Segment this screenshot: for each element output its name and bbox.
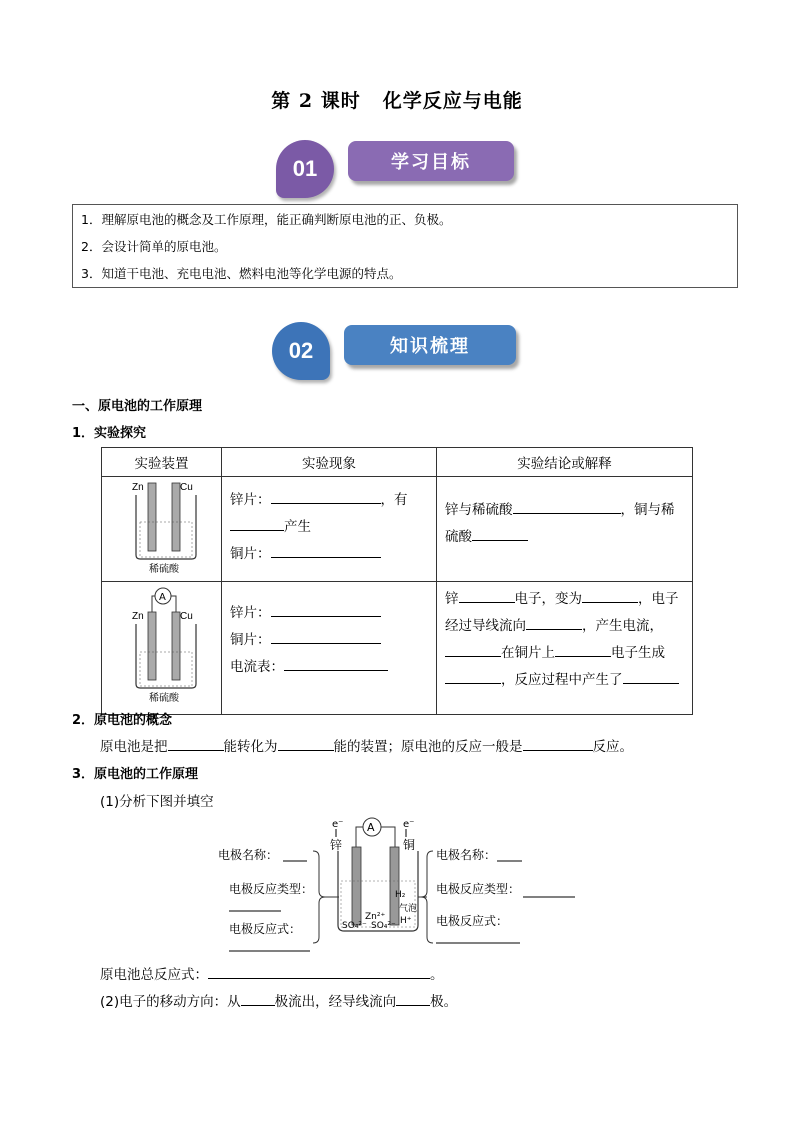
text-fragment: (2)电子的移动方向：从 [100, 994, 241, 1010]
phenomenon-cell-1 [222, 477, 437, 582]
header-apparatus: 实验装置 [102, 448, 222, 477]
answer-blank[interactable] [445, 669, 501, 684]
table-row [102, 582, 693, 715]
answer-blank[interactable] [230, 516, 284, 531]
answer-blank[interactable] [168, 736, 224, 751]
question-2 [100, 990, 457, 1010]
zinc-label: 锌片： [230, 605, 271, 621]
acid-label: 稀硫酸 [149, 564, 179, 575]
right-reaction-type-label: 电极反应类型： [436, 882, 521, 896]
right-electrode-name-label: 电极名称： [436, 848, 497, 862]
page-title [0, 86, 794, 113]
text-fragment: 经过导线流向 [445, 618, 526, 634]
acid-label: 稀硫酸 [149, 693, 179, 704]
answer-blank[interactable] [445, 642, 501, 657]
lesson-number: 第 2 课时 [271, 90, 361, 112]
apparatus-cell-2 [102, 582, 222, 715]
sulfate-ion-label: SO₄²⁻ [342, 921, 367, 931]
section-number: 02 [288, 338, 314, 363]
text-fragment: ，产生电流， [582, 618, 663, 634]
copper-label: 铜片： [230, 632, 271, 648]
cell-svg [215, 815, 585, 955]
zn-label: Zn [132, 611, 144, 622]
answer-blank[interactable] [271, 602, 381, 617]
answer-blank[interactable] [623, 669, 679, 684]
answer-blank[interactable] [472, 526, 528, 541]
section-number: 01 [292, 156, 318, 181]
text-fragment: 锌与稀硫酸 [445, 502, 513, 518]
section-label: 知识梳理 [390, 336, 470, 357]
zn-label: Zn [132, 482, 144, 493]
section-badge-knowledge [272, 322, 522, 382]
zinc-electrode [148, 612, 156, 680]
text-fragment: ，电子 [638, 591, 679, 607]
text-fragment: 极。 [430, 994, 458, 1010]
goal-item: 2．会设计简单的原电池。 [81, 239, 227, 254]
question-1: (1)分析下图并填空 [100, 794, 214, 810]
text-fragment: ，铜与稀 [620, 502, 675, 518]
zinc-label: 锌片： [230, 492, 271, 508]
right-equation-label: 电极反应式： [436, 914, 509, 928]
copper-label: 铜片： [230, 546, 271, 562]
text-fragment: 产生 [284, 519, 311, 535]
conclusion-cell-1 [437, 477, 693, 582]
text-fragment: ，反应过程中产生了 [501, 672, 623, 688]
left-reaction-type-label: 电极反应类型： [229, 882, 314, 896]
section-label-bar [348, 141, 514, 181]
section-label-bar [344, 325, 516, 365]
answer-blank[interactable] [459, 588, 515, 603]
apparatus-cell-1 [102, 477, 222, 582]
text-fragment: 电子，变为 [514, 591, 582, 607]
lesson-topic: 化学反应与电能 [382, 90, 523, 112]
section-number-circle [276, 140, 334, 198]
section-badge-goals [276, 140, 526, 200]
experiment-table [101, 447, 693, 715]
beaker [136, 495, 196, 559]
electron-label-left: e⁻ [332, 819, 344, 830]
goal-item: 1．理解原电池的概念及工作原理，能正确判断原电池的正、负极。 [81, 212, 452, 227]
answer-blank[interactable] [582, 588, 638, 603]
header-conclusion: 实验结论或解释 [437, 448, 693, 477]
header-phenomenon: 实验现象 [222, 448, 437, 477]
heading-experiment: 1．实验探究 [72, 426, 147, 441]
left-equation-label: 电极反应式： [229, 922, 302, 936]
text-fragment: 原电池总反应式： [100, 967, 208, 983]
answer-blank[interactable] [396, 991, 430, 1006]
heading-principle: 一、原电池的工作原理 [72, 399, 203, 414]
answer-blank[interactable] [278, 736, 334, 751]
hydrogen-gas-label: H₂ [395, 890, 406, 900]
answer-blank[interactable] [555, 642, 611, 657]
ammeter-text-label: 电流表： [230, 659, 284, 675]
text-fragment: 极流出，经导线流向 [274, 994, 397, 1010]
answer-blank[interactable] [208, 964, 430, 979]
answer-blank[interactable] [271, 543, 381, 558]
learning-goals-box [72, 204, 738, 288]
section-label: 学习目标 [391, 152, 471, 173]
copper-electrode [172, 483, 180, 551]
answer-blank[interactable] [271, 489, 381, 504]
cu-label: Cu [180, 611, 193, 622]
answer-blank[interactable] [526, 615, 582, 630]
zinc-electrode [352, 847, 361, 925]
cu-label: Cu [180, 482, 193, 493]
section-number-circle [272, 322, 330, 380]
zinc-label: 锌 [330, 838, 343, 852]
goal-item: 3．知道干电池、充电电池、燃料电池等化学电源的特点。 [81, 266, 402, 281]
text-fragment: 硫酸 [445, 529, 472, 545]
left-brace [313, 851, 325, 943]
table-row [102, 477, 693, 582]
text-fragment: 。 [430, 967, 444, 983]
answer-blank[interactable] [241, 991, 275, 1006]
conclusion-cell-2 [437, 582, 693, 715]
copper-electrode [390, 847, 399, 925]
text-fragment: ，有 [380, 492, 408, 508]
text-fragment: 在铜片上 [501, 645, 555, 661]
zinc-electrode [148, 483, 156, 551]
answer-blank[interactable] [523, 736, 593, 751]
heading-working-principle: 3．原电池的工作原理 [72, 767, 199, 782]
beaker-diagram-1 [102, 477, 221, 577]
galvanic-cell-diagram [215, 815, 585, 955]
ammeter-label: A [159, 592, 166, 603]
text-fragment: 反应。 [592, 739, 633, 755]
phenomenon-cell-2 [222, 582, 437, 715]
answer-blank[interactable] [513, 499, 621, 514]
text-fragment: 锌 [445, 591, 459, 607]
sulfate-ion-label: SO₄²⁻ [371, 921, 396, 931]
beaker-diagram-2 [102, 582, 221, 710]
left-electrode-name-label: 电极名称： [218, 848, 279, 862]
copper-label: 铜 [403, 838, 416, 852]
text-fragment: 电子生成 [611, 645, 665, 661]
bubble-label: 气泡 [399, 904, 418, 914]
table-header-row [102, 448, 693, 477]
zinc-ion-label: Zn²⁺ [365, 912, 386, 922]
copper-electrode [172, 612, 180, 680]
concept-sentence [100, 735, 633, 755]
hydrogen-ion-label: H⁺ [400, 916, 412, 926]
answer-blank[interactable] [284, 656, 388, 671]
beaker [136, 624, 196, 688]
answer-blank[interactable] [271, 629, 381, 644]
text-fragment: 能转化为 [223, 739, 278, 755]
total-equation-line [100, 963, 444, 983]
ammeter-label: A [367, 821, 375, 834]
text-fragment: 原电池是把 [100, 739, 168, 755]
electron-label-right: e⁻ [403, 819, 415, 830]
heading-concept: 2．原电池的概念 [72, 713, 173, 728]
text-fragment: 能的装置；原电池的反应一般是 [333, 739, 523, 755]
